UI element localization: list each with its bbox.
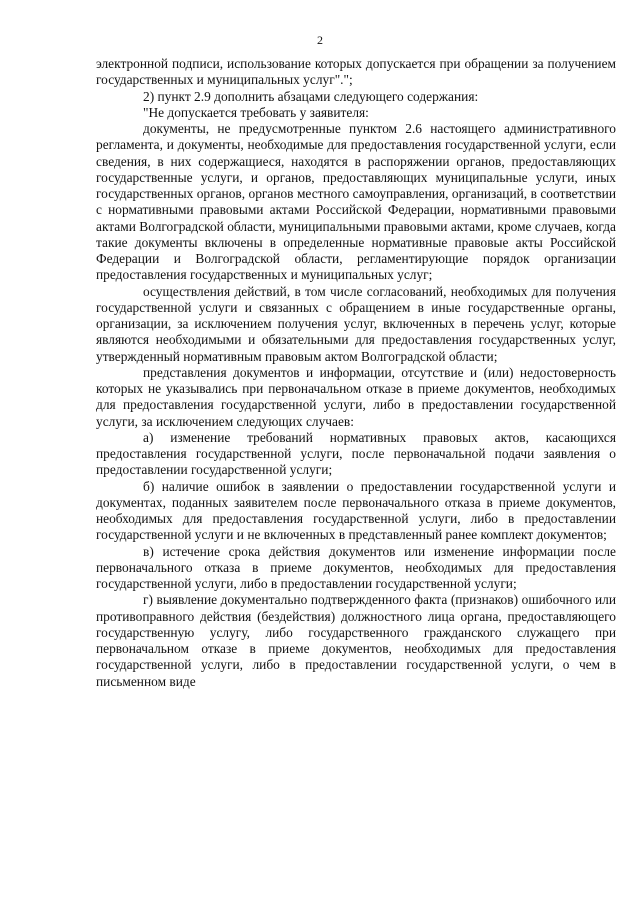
document-body — [96, 56, 616, 690]
paragraph-actions: осуществления действий, в том числе согласований, необходимых для получения государственной услуги и связанных с обращением в иные государственные органы, организации, за исключением получения услуг, включенных в перечень услуг, которые являются необходимыми и обязательными для предоставления государственных услуг, утвержденный нормативным правовым актом Волгоградской области; — [96, 283, 616, 364]
paragraph-information: представления документов и информации, отсутствие и (или) недостоверность которых не указывались при первоначальном отказе в приеме документов, необходимых для предоставления государственной услуги, либо в предоставлении государственной услуги, за исключением следующих случаев: — [96, 364, 616, 429]
paragraph-item-b: б) наличие ошибок в заявлении о предоставлении государственной услуги и документах, поданных заявителем после первоначального отказа в приеме документов, необходимых для предоставления государственной услуги, либо в предоставлении государственной услуги и не включенных в представленный ранее комплект документов; — [96, 478, 616, 543]
paragraph-intro: "Не допускается требовать у заявителя: — [143, 104, 369, 120]
paragraph-item-g: г) выявление документально подтвержденного факта (признаков) ошибочного или противоправного действия (бездействия) должностного лица органа, предоставляющего государственную услугу, либо государственного гражданского служащего при первоначальном отказе в приеме документов, необходимых для предоставления государственной услуги, либо в предоставлении государственной услуги, о чем в письменном виде — [96, 592, 616, 689]
paragraph-item-a: а) изменение требований нормативных правовых актов, касающихся предоставления государственной услуги, после первоначальной подачи заявления о предоставлении государственной услуги; — [96, 429, 616, 478]
paragraph-continuation: электронной подписи, использование которых допускается при обращении за получением государственных и муниципальных услуг"."; — [96, 56, 616, 88]
paragraph-item-v: в) истечение срока действия документов или изменение информации после первоначального отказа в приеме документов, необходимых для предоставления государственной услуги, либо в предоставлении государственной услуги; — [96, 543, 616, 591]
paragraph-documents: документы, не предусмотренные пунктом 2.6 настоящего административного регламента, и документы, необходимые для предоставления государственной услуги, если сведения, в них содержащиеся, находятся в распоряжении органов, предоставляющих государственные услуги, и органов, предоставляющих муниципальные услуги, иных государственных органов, органов местного самоуправления, организаций, в соответствии с нормативными правовыми актами Российской Федерации, нормативными правовыми актами Волгоградской области, муниципальными правовыми актами, кроме случаев, когда такие документы включены в определенные нормативные правовые акты Российской Федерации и Волгоградской области, регламентирующие порядок организации предоставления государственных и муниципальных услуг; — [96, 121, 616, 283]
paragraph-clause-2: 2) пункт 2.9 дополнить абзацами следующего содержания: — [143, 88, 479, 104]
page-number: 2 — [317, 33, 323, 47]
